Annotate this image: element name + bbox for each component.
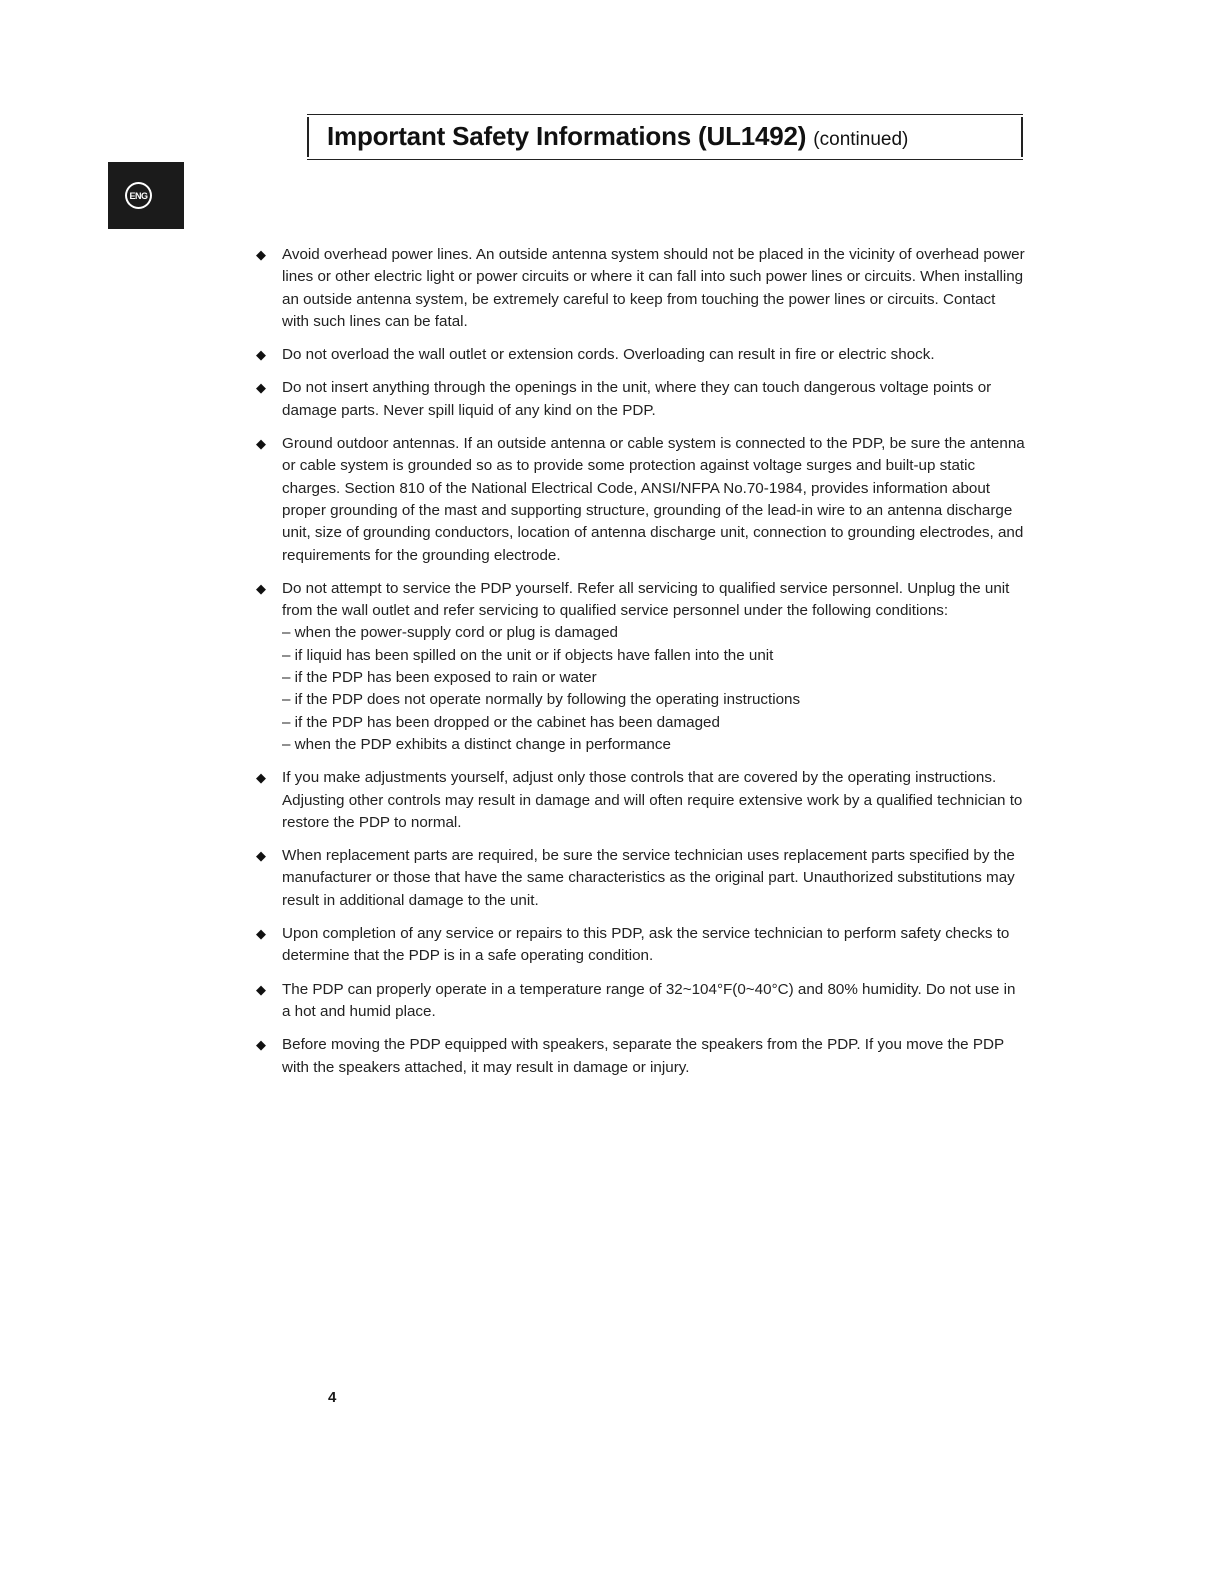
diamond-bullet-icon: ◆ <box>256 848 266 864</box>
page-title-continued: (continued) <box>813 129 909 150</box>
list-item <box>256 244 1026 333</box>
condition-item: – if the PDP has been dropped or the cabinet has been damaged <box>282 713 720 731</box>
list-item-text: The PDP can properly operate in a temperature range of 32~104°F(0~40°C) and 80% humidity. Do not use in a hot and humid place. <box>282 980 1016 1020</box>
language-tab <box>108 162 184 229</box>
diamond-bullet-icon: ◆ <box>256 580 266 596</box>
list-item-text: When replacement parts are required, be sure the service technician uses replacement parts specified by the manufacturer or those that have the same characteristics as the original part. Unauthorized substitutions may result in additional damage to the unit. <box>282 847 1015 909</box>
diamond-bullet-icon: ◆ <box>256 926 266 942</box>
diamond-bullet-icon: ◆ <box>256 770 266 786</box>
diamond-bullet-icon: ◆ <box>256 436 266 452</box>
language-badge-icon <box>125 182 152 209</box>
condition-item: – if the PDP has been exposed to rain or water <box>282 669 597 687</box>
list-item-text: Do not overload the wall outlet or extension cords. Overloading can result in fire or electric shock. <box>282 346 935 364</box>
language-label: ENG <box>127 184 150 207</box>
list-item <box>256 1034 1026 1079</box>
service-conditions-list <box>282 622 1026 756</box>
section-header <box>307 114 1023 160</box>
list-item <box>256 344 1026 366</box>
list-item-text: Ground outdoor antennas. If an outside antenna or cable system is connected to the PDP, be sure the antenna or cable system is grounded so as to provide some protection against voltage surges and built-up static charges. Section 810 of the National Electrical Code, ANSI/NFPA No.70-1984, provides information about proper grounding of the mast and supporting structure, grounding of the lead-in wire to an antenna discharge unit, size of grounding conductors, location of antenna discharge unit, connection to grounding electrodes, and requirements for the grounding electrode. <box>282 435 1025 564</box>
diamond-bullet-icon: ◆ <box>256 1037 266 1053</box>
list-item-text: Before moving the PDP equipped with speakers, separate the speakers from the PDP. If you move the PDP with the speakers attached, it may result in damage or injury. <box>282 1036 1004 1076</box>
diamond-bullet-icon: ◆ <box>256 247 266 262</box>
condition-item: – if the PDP does not operate normally by following the operating instructions <box>282 691 801 709</box>
list-item <box>256 767 1026 834</box>
list-item <box>256 979 1026 1024</box>
page-title <box>327 121 908 152</box>
diamond-bullet-icon: ◆ <box>256 347 266 363</box>
list-item <box>256 377 1026 422</box>
list-item <box>256 578 1026 756</box>
list-item-text: Avoid overhead power lines. An outside antenna system should not be placed in the vicinity of overhead power lines or other electric light or power circuits or where it can fall into such power lines or circuits. When installing an outside antenna system, be extremely careful to keep from touching the power lines or circuits. Contact with such lines can be fatal. <box>282 246 1025 330</box>
list-item <box>256 923 1026 968</box>
page-number: 4 <box>328 1389 337 1406</box>
list-item <box>256 433 1026 567</box>
list-item-text: Do not attempt to service the PDP yourself. Refer all servicing to qualified service personnel. Unplug the unit from the wall outlet and refer servicing to qualified service personnel under the following conditions: <box>282 579 1010 620</box>
condition-item: – when the power-supply cord or plug is damaged <box>282 624 619 642</box>
list-item-text: Upon completion of any service or repairs to this PDP, ask the service technician to perform safety checks to determine that the PDP is in a safe operating condition. <box>282 925 1010 965</box>
condition-item: – when the PDP exhibits a distinct change in performance <box>282 735 671 753</box>
list-item <box>256 845 1026 912</box>
safety-list <box>256 244 1026 1090</box>
list-item-text: If you make adjustments yourself, adjust only those controls that are covered by the operating instructions. Adjusting other controls may result in damage and will often require extensive work by a qualified technician to restore the PDP to normal. <box>282 769 1023 831</box>
condition-item: – if liquid has been spilled on the unit or if objects have fallen into the unit <box>282 646 774 664</box>
list-item-text: Do not insert anything through the openings in the unit, where they can touch dangerous voltage points or damage parts. Never spill liquid of any kind on the PDP. <box>282 379 992 419</box>
diamond-bullet-icon: ◆ <box>256 981 266 997</box>
page-title-text: Important Safety Informations (UL1492) <box>327 121 807 151</box>
diamond-bullet-icon: ◆ <box>256 380 266 396</box>
